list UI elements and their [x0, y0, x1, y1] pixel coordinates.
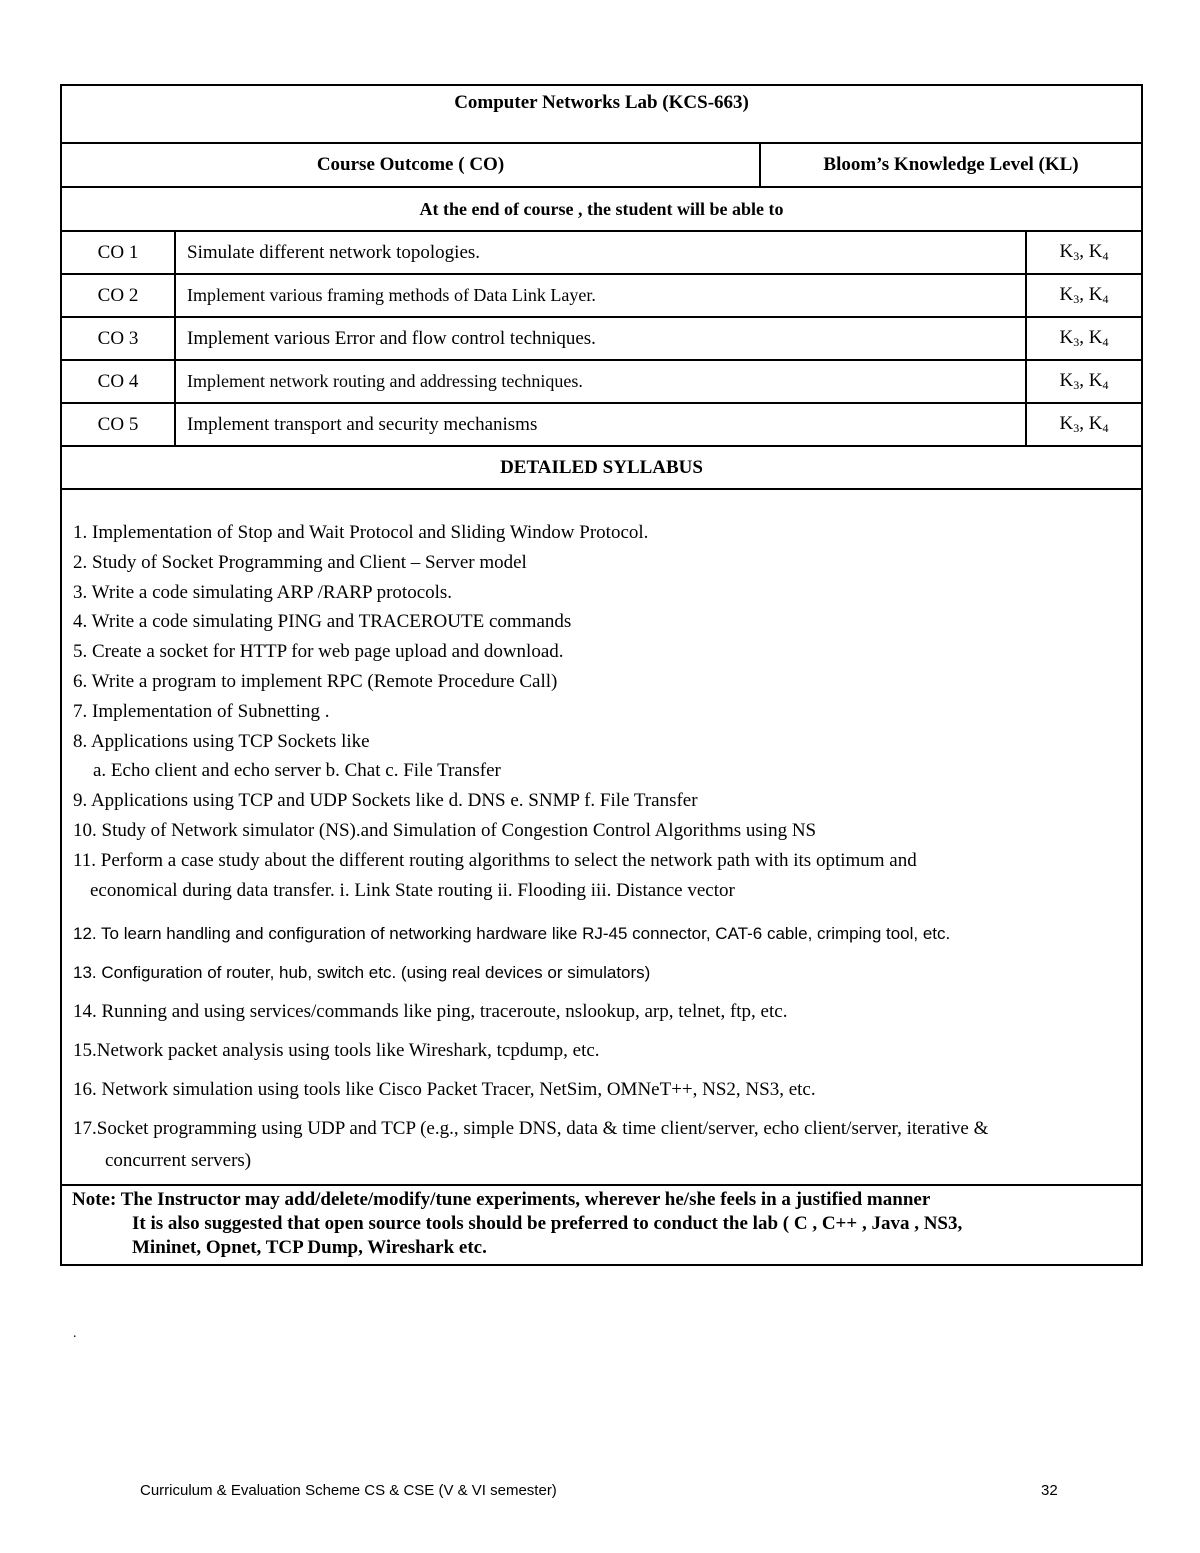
list-item: 6. Write a program to implement RPC (Remote Procedure Call) — [73, 670, 558, 692]
list-item: 16. Network simulation using tools like Cisco Packet Tracer, NetSim, OMNeT++, NS2, NS3, etc. — [73, 1079, 816, 1101]
list-item-continuation: economical during data transfer. i. Link State routing ii. Flooding iii. Distance vector — [90, 879, 735, 901]
list-item: 8. Applications using TCP Sockets like — [73, 730, 370, 752]
note-line: It is also suggested that open source tools should be preferred to conduct the lab ( C , C++ , Java , NS3, — [132, 1213, 963, 1235]
outcome-text: Implement various Error and flow control techniques. — [175, 317, 1026, 360]
syllabus-list — [61, 489, 1142, 1185]
outcome-id: CO 2 — [61, 274, 175, 317]
outcome-id: CO 5 — [61, 403, 175, 446]
outcome-kl: $K_3$, $K_4$ — [1026, 231, 1142, 274]
outcome-text: Simulate different network topologies. — [175, 231, 1026, 274]
course-table — [60, 84, 1143, 1266]
knowledge-level-header: Bloom’s Knowledge Level (KL) — [760, 143, 1142, 187]
list-item: 7. Implementation of Subnetting . — [73, 700, 330, 722]
course-outcome-header: Course Outcome ( CO) — [61, 143, 760, 187]
outcome-id: CO 1 — [61, 231, 175, 274]
note-line: Note: The Instructor may add/delete/modify/tune experiments, wherever he/she feels in a justified manner — [72, 1189, 931, 1211]
instructor-note — [61, 1185, 1142, 1265]
outcome-id: CO 3 — [61, 317, 175, 360]
list-subitem: a. Echo client and echo server b. Chat c. File Transfer — [93, 760, 501, 782]
list-item: 9. Applications using TCP and UDP Sockets like d. DNS e. SNMP f. File Transfer — [73, 790, 698, 812]
footer-text: Curriculum & Evaluation Scheme CS & CSE (V & VI semester) — [140, 1482, 557, 1499]
syllabus-document — [60, 84, 1141, 1266]
outcome-intro: At the end of course , the student will be able to — [61, 187, 1142, 231]
stray-mark: . — [73, 1326, 77, 1341]
outcome-row — [61, 317, 1142, 360]
outcome-kl: $K_3$, $K_4$ — [1026, 317, 1142, 360]
list-item: 5. Create a socket for HTTP for web page upload and download. — [73, 641, 564, 663]
list-item: 2. Study of Socket Programming and Client – Server model — [73, 551, 527, 573]
outcome-text: Implement network routing and addressing techniques. — [175, 360, 1026, 403]
detailed-syllabus-heading: DETAILED SYLLABUS — [61, 446, 1142, 489]
course-title: Computer Networks Lab (KCS-663) — [61, 85, 1142, 143]
list-item: 12. To learn handling and configuration of networking hardware like RJ-45 connector, CAT-6 cable, crimping tool, etc. — [73, 924, 951, 944]
list-item: 1. Implementation of Stop and Wait Protocol and Sliding Window Protocol. — [73, 522, 649, 543]
list-item: 17.Socket programming using UDP and TCP (e.g., simple DNS, data & time client/server, echo client/server, iterative & — [73, 1118, 989, 1140]
outcome-text: Implement various framing methods of Data Link Layer. — [175, 274, 1026, 317]
outcome-text: Implement transport and security mechanisms — [175, 403, 1026, 446]
list-item: 10. Study of Network simulator (NS).and Simulation of Congestion Control Algorithms using NS — [73, 819, 817, 841]
outcome-row — [61, 360, 1142, 403]
list-item: 4. Write a code simulating PING and TRACEROUTE commands — [73, 611, 572, 633]
list-item: 14. Running and using services/commands like ping, traceroute, nslookup, arp, telnet, ftp, etc. — [73, 1001, 788, 1023]
list-item: 15.Network packet analysis using tools like Wireshark, tcpdump, etc. — [73, 1040, 600, 1062]
page-number: 32 — [1041, 1482, 1058, 1499]
outcome-row — [61, 274, 1142, 317]
list-item-continuation: concurrent servers) — [105, 1150, 252, 1172]
outcome-row — [61, 403, 1142, 446]
outcome-id: CO 4 — [61, 360, 175, 403]
note-line: Mininet, Opnet, TCP Dump, Wireshark etc. — [132, 1237, 487, 1259]
list-item: 3. Write a code simulating ARP /RARP protocols. — [73, 581, 453, 603]
list-item: 13. Configuration of router, hub, switch etc. (using real devices or simulators) — [73, 963, 651, 983]
outcome-kl: $K_3$, $K_4$ — [1026, 403, 1142, 446]
outcome-kl: $K_3$, $K_4$ — [1026, 360, 1142, 403]
outcome-kl: $K_3$, $K_4$ — [1026, 274, 1142, 317]
list-item: 11. Perform a case study about the different routing algorithms to select the network path with its optimum and — [73, 849, 917, 871]
outcome-row — [61, 231, 1142, 274]
